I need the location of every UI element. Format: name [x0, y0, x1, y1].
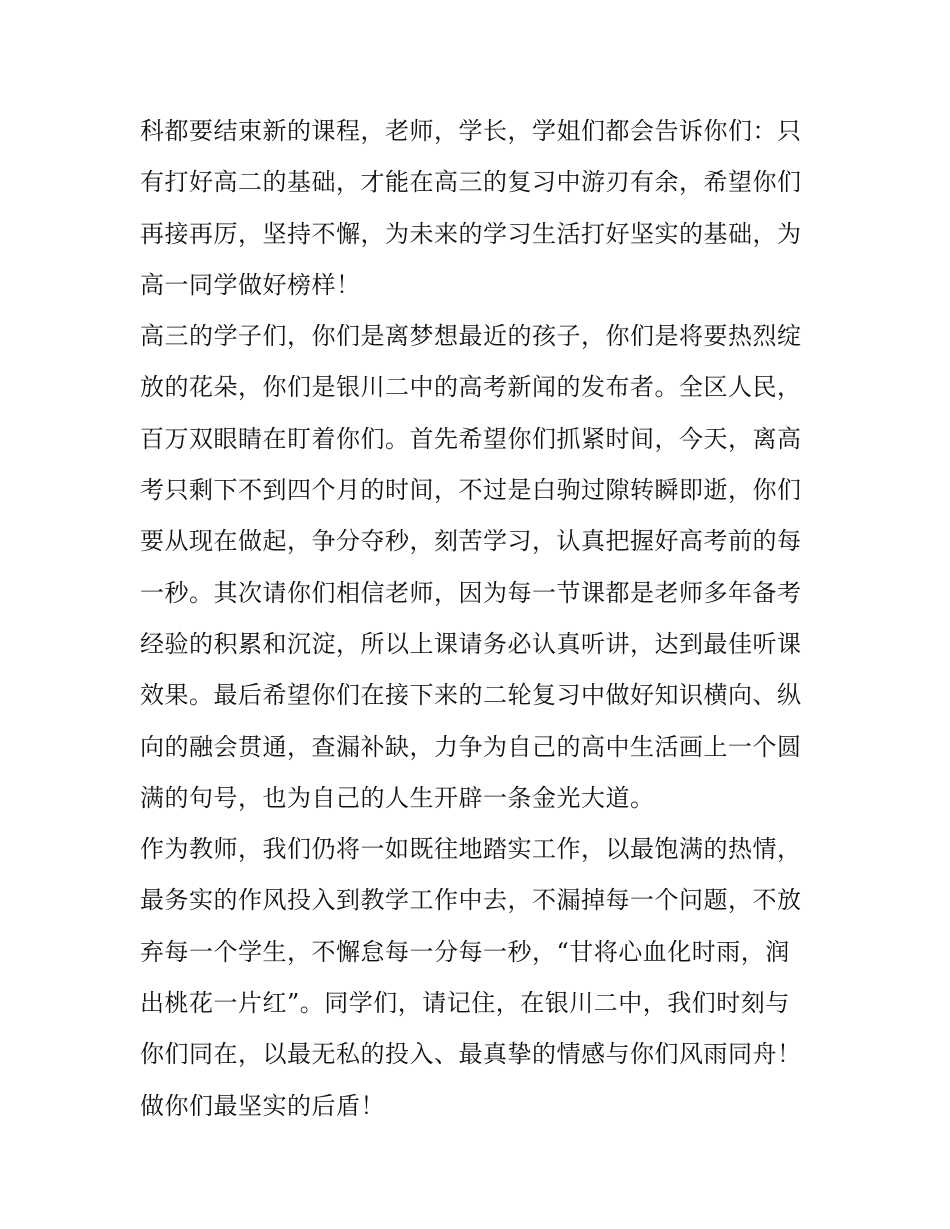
text-line: 放的花朵，你们是银川二中的高考新闻的发布者。全区人民， [140, 373, 802, 402]
text-line: 出桃花一片红”。同学们，请记住，在银川二中，我们时刻与 [140, 989, 790, 1018]
body-text [140, 106, 820, 1132]
text-line: 有打好高二的基础，才能在高三的复习中游刃有余，希望你们 [140, 168, 802, 197]
text-line: 百万双眼睛在盯着你们。首先希望你们抓紧时间，今天，离高 [140, 424, 802, 453]
text-line: 做你们最坚实的后盾！ [140, 1091, 385, 1120]
text-line: 效果。最后希望你们在接下来的二轮复习中做好知识横向、纵 [140, 681, 802, 710]
text-line: 高三的学子们，你们是离梦想最近的孩子，你们是将要热烈绽 [140, 322, 802, 351]
text-line: 你们同在，以最无私的投入、最真挚的情感与你们风雨同舟！ [140, 1040, 802, 1069]
text-line: 要从现在做起，争分夺秒，刻苦学习，认真把握好高考前的每 [140, 527, 802, 556]
text-line: 满的句号，也为自己的人生开辟一条金光大道。 [140, 783, 655, 812]
text-line: 再接再厉，坚持不懈，为未来的学习生活打好坚实的基础，为 [140, 219, 802, 248]
text-line: 作为教师，我们仍将一如既往地踏实工作，以最饱满的热情， [140, 835, 802, 864]
text-line: 考只剩下不到四个月的时间，不过是白驹过隙转瞬即逝，你们 [140, 476, 802, 505]
text-line: 向的融会贯通，查漏补缺，力争为自己的高中生活画上一个圆 [140, 732, 802, 761]
text-line: 一秒。其次请你们相信老师，因为每一节课都是老师多年备考 [140, 578, 802, 607]
text-line: 最务实的作风投入到教学工作中去，不漏掉每一个问题，不放 [140, 886, 802, 915]
text-line: 科都要结束新的课程，老师，学长，学姐们都会告诉你们：只 [140, 117, 802, 145]
text-line: 经验的积累和沉淀，所以上课请务必认真听讲，达到最佳听课 [140, 629, 802, 658]
text-line: 弃每一个学生，不懈怠每一分每一秒，“甘将心血化时雨，润 [140, 937, 790, 966]
text-line: 高一同学做好榜样！ [140, 270, 361, 299]
